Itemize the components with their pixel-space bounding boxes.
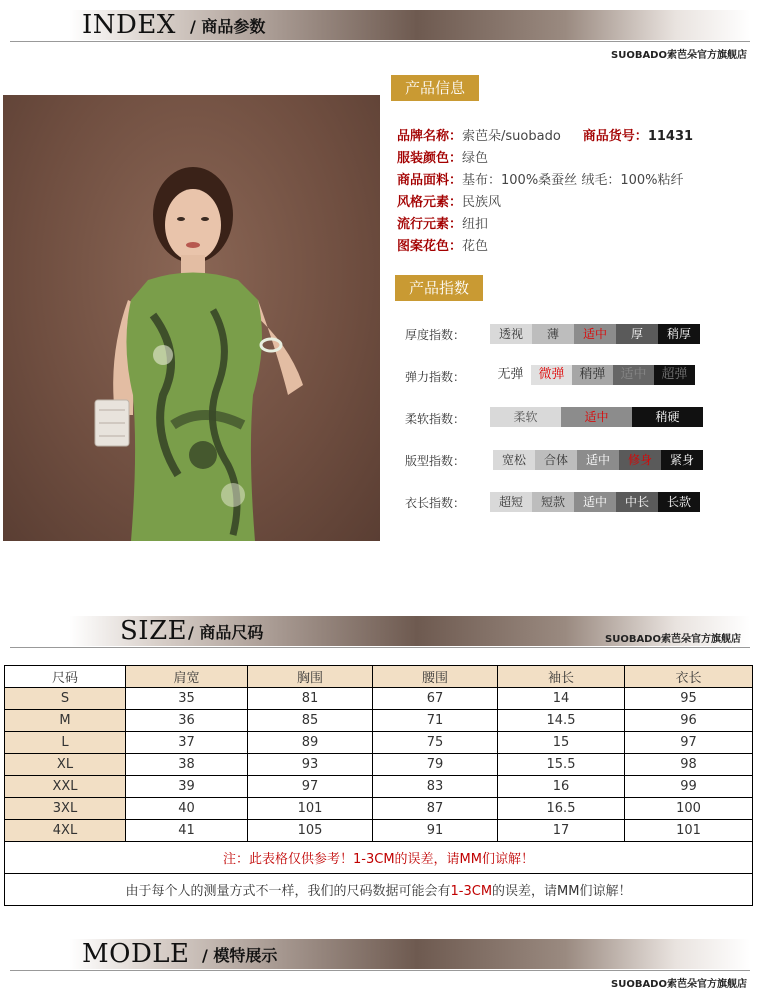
table-cell: 97 xyxy=(625,732,753,754)
scale-option: 柔软 xyxy=(490,407,561,427)
scale-length xyxy=(490,492,700,512)
table-header-cell: 袖长 xyxy=(498,666,625,688)
scale-option-selected: 修身 xyxy=(619,450,661,470)
note2-part-b: 1-3CM xyxy=(450,884,493,899)
table-row xyxy=(5,732,753,754)
info-row-fabric xyxy=(397,169,683,188)
table-cell: S xyxy=(5,688,126,710)
size-title: SIZE xyxy=(120,616,188,646)
scale-fit xyxy=(493,450,703,470)
table-header-cell: 腰围 xyxy=(373,666,498,688)
table-cell: XL xyxy=(5,754,126,776)
table-cell: 4XL xyxy=(5,820,126,842)
table-cell: M xyxy=(5,710,126,732)
fabric-value: 基布：100%桑蚕丝 绒毛：100%粘纤 xyxy=(462,173,684,188)
scale-option: 长款 xyxy=(658,492,700,512)
scale-option: 稍弹 xyxy=(572,365,613,385)
table-note-1: 注：此表格仅供参考！1-3CM的误差，请MM们谅解！ xyxy=(5,842,753,874)
modle-banner-line xyxy=(10,970,750,971)
scale-softness xyxy=(490,407,703,427)
size-brand: SUOBADO索芭朵官方旗舰店 xyxy=(605,634,741,645)
table-cell: 15.5 xyxy=(498,754,625,776)
scale-elasticity xyxy=(490,365,695,385)
table-header-cell: 肩宽 xyxy=(126,666,248,688)
table-row xyxy=(5,688,753,710)
table-cell: 16.5 xyxy=(498,798,625,820)
modle-subtitle: / 模特展示 xyxy=(202,946,278,965)
table-cell: XXL xyxy=(5,776,126,798)
table-cell: 101 xyxy=(248,798,373,820)
scale-option: 合体 xyxy=(535,450,577,470)
table-header-cell: 胸围 xyxy=(248,666,373,688)
scale-thickness xyxy=(490,324,700,344)
model-photo-icon xyxy=(3,95,380,541)
trend-value: 纽扣 xyxy=(462,217,489,232)
color-label: 服装颜色： xyxy=(397,151,463,166)
scale-option: 无弹 xyxy=(490,365,531,385)
table-note-row xyxy=(5,874,753,906)
scale-option-selected: 微弹 xyxy=(531,365,572,385)
index-label-fit: 版型指数： xyxy=(405,454,466,468)
table-cell: 41 xyxy=(126,820,248,842)
scale-option: 超弹 xyxy=(654,365,695,385)
size-banner-line xyxy=(10,647,750,648)
scale-option: 薄 xyxy=(532,324,574,344)
sku-value: 11431 xyxy=(647,129,694,144)
table-cell: 35 xyxy=(126,688,248,710)
trend-label: 流行元素： xyxy=(397,217,463,232)
table-cell: 99 xyxy=(625,776,753,798)
table-cell: 39 xyxy=(126,776,248,798)
style-value: 民族风 xyxy=(462,195,502,210)
product-index-tag: 产品指数 xyxy=(395,275,483,301)
table-row xyxy=(5,754,753,776)
table-cell: 96 xyxy=(625,710,753,732)
info-row-color xyxy=(397,147,488,166)
table-cell: 16 xyxy=(498,776,625,798)
pattern-value: 花色 xyxy=(462,239,489,254)
table-cell: 40 xyxy=(126,798,248,820)
table-header-cell: 衣长 xyxy=(625,666,753,688)
table-cell: 85 xyxy=(248,710,373,732)
table-cell: 98 xyxy=(625,754,753,776)
table-cell: 17 xyxy=(498,820,625,842)
scale-option: 超短 xyxy=(490,492,532,512)
table-header-row xyxy=(5,666,753,688)
scale-option: 紧身 xyxy=(661,450,703,470)
table-cell: 14.5 xyxy=(498,710,625,732)
info-row-brand xyxy=(397,125,693,144)
scale-option: 中长 xyxy=(616,492,658,512)
product-info-tag: 产品信息 xyxy=(391,75,479,101)
color-value: 绿色 xyxy=(462,151,489,166)
table-cell: 83 xyxy=(373,776,498,798)
table-cell: 81 xyxy=(248,688,373,710)
table-cell: 97 xyxy=(248,776,373,798)
model-photo xyxy=(3,95,380,541)
sku-label: 商品货号： xyxy=(582,129,648,144)
table-cell: 14 xyxy=(498,688,625,710)
note2-part-c: 的误差，请MM们谅解！ xyxy=(492,884,632,899)
scale-option: 适中 xyxy=(613,365,654,385)
table-cell: 105 xyxy=(248,820,373,842)
table-cell: 36 xyxy=(126,710,248,732)
size-table xyxy=(4,665,753,906)
table-cell: 87 xyxy=(373,798,498,820)
info-row-pattern xyxy=(397,235,488,254)
scale-option-selected: 适中 xyxy=(574,324,616,344)
brand-label: 品牌名称： xyxy=(397,129,463,144)
scale-option: 短款 xyxy=(532,492,574,512)
info-row-style xyxy=(397,191,501,210)
table-cell: 3XL xyxy=(5,798,126,820)
table-cell: 100 xyxy=(625,798,753,820)
table-cell: 38 xyxy=(126,754,248,776)
table-cell: 89 xyxy=(248,732,373,754)
scale-option: 适中 xyxy=(574,492,616,512)
index-brand: SUOBADO索芭朵官方旗舰店 xyxy=(611,50,747,61)
table-cell: 37 xyxy=(126,732,248,754)
style-label: 风格元素： xyxy=(397,195,463,210)
table-cell: 15 xyxy=(498,732,625,754)
scale-option: 厚 xyxy=(616,324,658,344)
modle-banner xyxy=(10,939,750,969)
table-cell: 93 xyxy=(248,754,373,776)
table-row xyxy=(5,820,753,842)
info-row-trend xyxy=(397,213,488,232)
scale-option: 宽松 xyxy=(493,450,535,470)
index-label-softness: 柔软指数： xyxy=(405,412,466,426)
table-cell: 91 xyxy=(373,820,498,842)
scale-option-selected: 适中 xyxy=(561,407,632,427)
scale-option: 稍厚 xyxy=(658,324,700,344)
modle-title: MODLE xyxy=(82,939,190,969)
scale-option: 透视 xyxy=(490,324,532,344)
table-cell: 95 xyxy=(625,688,753,710)
scale-option: 适中 xyxy=(577,450,619,470)
table-cell: 75 xyxy=(373,732,498,754)
table-cell: 71 xyxy=(373,710,498,732)
table-row xyxy=(5,776,753,798)
fabric-label: 商品面料： xyxy=(397,173,463,188)
table-cell: L xyxy=(5,732,126,754)
index-banner-line xyxy=(10,41,750,42)
index-title: INDEX xyxy=(82,10,176,40)
table-row xyxy=(5,798,753,820)
table-row xyxy=(5,710,753,732)
index-subtitle: / 商品参数 xyxy=(190,17,266,36)
index-label-elasticity: 弹力指数： xyxy=(405,370,466,384)
table-cell: 101 xyxy=(625,820,753,842)
table-note-row xyxy=(5,842,753,874)
index-label-length: 衣长指数： xyxy=(405,496,466,510)
table-note-2 xyxy=(5,874,753,906)
size-subtitle: / 商品尺码 xyxy=(188,623,264,642)
index-banner xyxy=(10,10,750,40)
table-cell: 79 xyxy=(373,754,498,776)
scale-option: 稍硬 xyxy=(632,407,703,427)
note2-part-a: 由于每个人的测量方式不一样，我们的尺码数据可能会有 xyxy=(125,884,451,899)
table-cell: 67 xyxy=(373,688,498,710)
brand-value: 索芭朵/suobado xyxy=(462,129,561,144)
table-header-cell: 尺码 xyxy=(5,666,126,688)
pattern-label: 图案花色： xyxy=(397,239,463,254)
modle-brand: SUOBADO索芭朵官方旗舰店 xyxy=(611,979,747,990)
index-label-thickness: 厚度指数： xyxy=(405,328,466,342)
